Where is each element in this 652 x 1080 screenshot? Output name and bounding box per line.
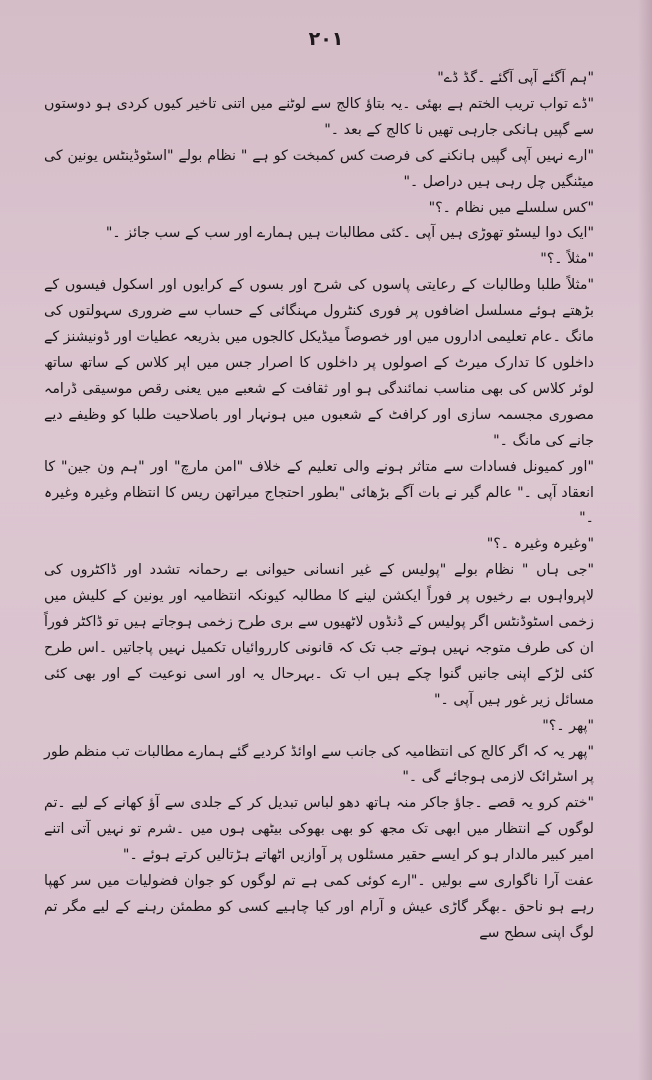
paragraph-union-meetings: "ارے نہیں آپی گپیں ہانکنے کی فرصت کس کمبخت کو ہے " نظام بولے "اسٹوڈینٹس یونین کی میٹنگیں چل رہی ہیں دراصل ۔" [44,147,594,190]
paragraph-then: "پھر ۔؟" [542,717,594,734]
paragraph-etcetera: "وغیرہ وغیرہ ۔؟" [486,536,594,553]
paragraph-police-action: "جی ہاں " نظام بولے "پولیس کے غیر انسانی حیوانی بے رحمانہ تشدد اور ڈاکٹروں کی لاپرواہوں بے رخیوں پر فوراً ایکشن لینے کا مطالبہ کیونکہ انتظامیہ اور یونین کے کلیش میں زخمی اسٹوڈنٹس اگر پولیس کے ڈنڈوں لاٹھیوں سے بری طرح زخمی ہوجاتے ہیں تو ڈاکٹر فوراً ان کی طرف متوجہ نہیں ہوتے جب تک کہ قانونی کارروائیاں تکمیل نہیں پاجاتیں ۔اس طرح کئی لڑکے اپنی جانیں گنوا چکے ہیں اب تک ۔بہرحال یہ اور اسی نوعیت کے اور بھی کئی مسائل زیر غور ہیں آپی ۔" [44,562,594,708]
paragraph-end-stories: "ختم کرو یہ قصے ۔جاؤ جاکر منہ ہاتھ دھو لباس تبدیل کر کے جلدی سے آؤ کھانے کے لیے ۔تم لوگوں کے انتظار میں ابھی تک مجھ کو بھی بھوکی بیٹھی ہوں میں ۔شرم تو نہیں آتی اتنے امیر کبیر مالدار ہو کر ایسے حقیر مسئلوں پر آوازیں اٹھاتے ہڑتالیں کرتے ہوئے ۔" [44,795,594,864]
page-number: ۲۰۱ [308,28,344,50]
paragraph-demands: "ایک دوا لیسٹو تھوڑی ہیں آپی ۔کئی مطالبات ہیں ہمارے اور سب کے سب جائز ۔" [105,225,594,242]
paragraph-for-example: "مثلاً ۔؟" [540,251,594,268]
page-edge-shadow [638,0,652,1080]
paragraph-iffat-ara: عفت آرا ناگواری سے بولیں ۔"ارے کوئی کمی ہے تم لوگوں کو جوان فضولیات میں سر کھپا رہے ہو ناحق ۔بھگر گاڑی عیش و آرام اور کیا چاہیے کسی کو مطمئن رہنے کے لیے مگر تم لوگ اپنی سطح سے [44,873,594,941]
paragraph-strike: "پھر یہ کہ اگر کالج کی انتظامیہ کی جانب سے اوائڈ کردیے گئے ہمارے مطالبات تب منظم طور پر اسٹرائک لازمی ہوجائے گی ۔" [44,743,594,786]
paragraph-delay-question: "ڈے تواب تریب الختم ہے بھئی ۔یہ بتاؤ کالج سے لوٹنے میں اتنی تاخیر کیوں کردی ہو دوستوں سے گپیں ہانکی جارہی تھیں نا کالج کے بعد ۔" [44,95,594,138]
paragraph-peace-march: "اور کمیونل فسادات سے متاثر ہونے والی تعلیم کے خلاف "امن مارچ" اور "ہم ون جین" کا انعقاد آپی ۔" عالم گیر نے بات آگے بڑھائی "بطور احتجاج میراتھن ریس کا انتظام وغیرہ وغیرہ ۔" [44,458,594,527]
body-text [44,66,620,947]
paragraph-demands-list: "مثلاً طلبا وطالبات کے رعایتی پاسوں کی شرح اور بسوں کے کرایوں اور اسکول فیسوں کے بڑھتے ہوئے مسلسل اضافوں پر فوری کنٹرول مہنگائی کے حساب سے ضروری سہولتوں کی مانگ ۔عام تعلیمی اداروں میں اور خصوصاً میڈیکل کالجوں میں بذریعہ عطیات اور ڈونیشنز کے داخلوں کا تدارک میرٹ کے اصولوں پر داخلوں کا اصرار جس میں اپر کلاس کے ساتھ ساتھ لوئر کلاس کی بھی مناسب نمائندگی ہو اور ثقافت کے شعبے میں یعنی رقص موسیقی ڈرامہ مصوری مجسمہ سازی اور کرافٹ کے شعبوں میں ہونہار اور باصلاحیت طلبا کو وظیفے دیے جانے کی مانگ ۔" [44,277,594,449]
paragraph-greeting: "ہم آگئے آپی آگئے ۔گڈ ڈے" [437,70,594,86]
paragraph-which-matter: "کس سلسلے میں نظام ۔؟" [428,199,594,216]
